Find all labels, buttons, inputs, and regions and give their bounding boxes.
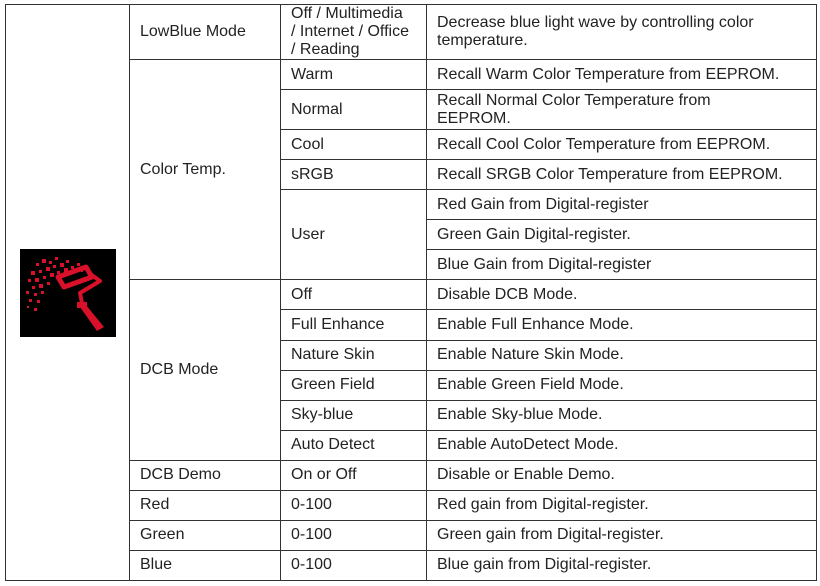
description-dcb-full-enhance: Enable Full Enhance Mode. xyxy=(427,310,817,340)
osd-menu-table xyxy=(5,4,817,581)
description-line: EEPROM. xyxy=(437,109,511,127)
item-label-green: Green xyxy=(130,520,281,550)
description-normal xyxy=(427,90,817,130)
option-normal: Normal xyxy=(281,90,427,130)
option-dcb-green-field: Green Field xyxy=(281,370,427,400)
option-warm: Warm xyxy=(281,60,427,90)
item-label-lowblue: LowBlue Mode xyxy=(130,5,281,60)
option-user: User xyxy=(281,190,427,280)
description-dcb-auto-detect: Enable AutoDetect Mode. xyxy=(427,430,817,460)
description-blue: Blue gain from Digital-register. xyxy=(427,550,817,580)
description-dcb-green-field: Enable Green Field Mode. xyxy=(427,370,817,400)
option-dcb-nature-skin: Nature Skin xyxy=(281,340,427,370)
description-user-blue: Blue Gain from Digital-register xyxy=(427,250,817,280)
description-dcb-off: Disable DCB Mode. xyxy=(427,280,817,310)
option-red: 0-100 xyxy=(281,490,427,520)
item-label-colortemp: Color Temp. xyxy=(130,60,281,280)
description-line: Decrease blue light wave by controlling color xyxy=(437,14,754,32)
option-dcb-auto-detect: Auto Detect xyxy=(281,430,427,460)
item-options-lowblue xyxy=(281,5,427,60)
description-warm: Recall Warm Color Temperature from EEPROM. xyxy=(427,60,817,90)
option-line: Off / Multimedia xyxy=(291,5,403,23)
description-cool: Recall Cool Color Temperature from EEPROM. xyxy=(427,130,817,160)
item-label-blue: Blue xyxy=(130,550,281,580)
table-row-lowblue xyxy=(6,5,817,60)
description-srgb: Recall SRGB Color Temperature from EEPROM. xyxy=(427,160,817,190)
option-dcb-sky-blue: Sky-blue xyxy=(281,400,427,430)
item-label-red: Red xyxy=(130,490,281,520)
icon-cell xyxy=(6,5,130,581)
description-user-green: Green Gain Digital-register. xyxy=(427,220,817,250)
description-user-red: Red Gain from Digital-register xyxy=(427,190,817,220)
option-cool: Cool xyxy=(281,130,427,160)
option-srgb: sRGB xyxy=(281,160,427,190)
item-label-dcb-demo: DCB Demo xyxy=(130,460,281,490)
description-line: Recall Normal Color Temperature from xyxy=(437,91,711,109)
description-dcb-nature-skin: Enable Nature Skin Mode. xyxy=(427,340,817,370)
option-dcb-demo: On or Off xyxy=(281,460,427,490)
description-dcb-sky-blue: Enable Sky-blue Mode. xyxy=(427,400,817,430)
option-line: / Internet / Office xyxy=(291,23,409,41)
option-green: 0-100 xyxy=(281,520,427,550)
item-label-dcb: DCB Mode xyxy=(130,280,281,460)
option-blue: 0-100 xyxy=(281,550,427,580)
paint-roller-icon xyxy=(20,249,116,337)
description-dcb-demo: Disable or Enable Demo. xyxy=(427,460,817,490)
option-line: / Reading xyxy=(291,41,360,59)
option-dcb-off: Off xyxy=(281,280,427,310)
option-dcb-full-enhance: Full Enhance xyxy=(281,310,427,340)
description-green: Green gain from Digital-register. xyxy=(427,520,817,550)
description-line: temperature. xyxy=(437,32,528,50)
item-description-lowblue xyxy=(427,5,817,60)
description-red: Red gain from Digital-register. xyxy=(427,490,817,520)
